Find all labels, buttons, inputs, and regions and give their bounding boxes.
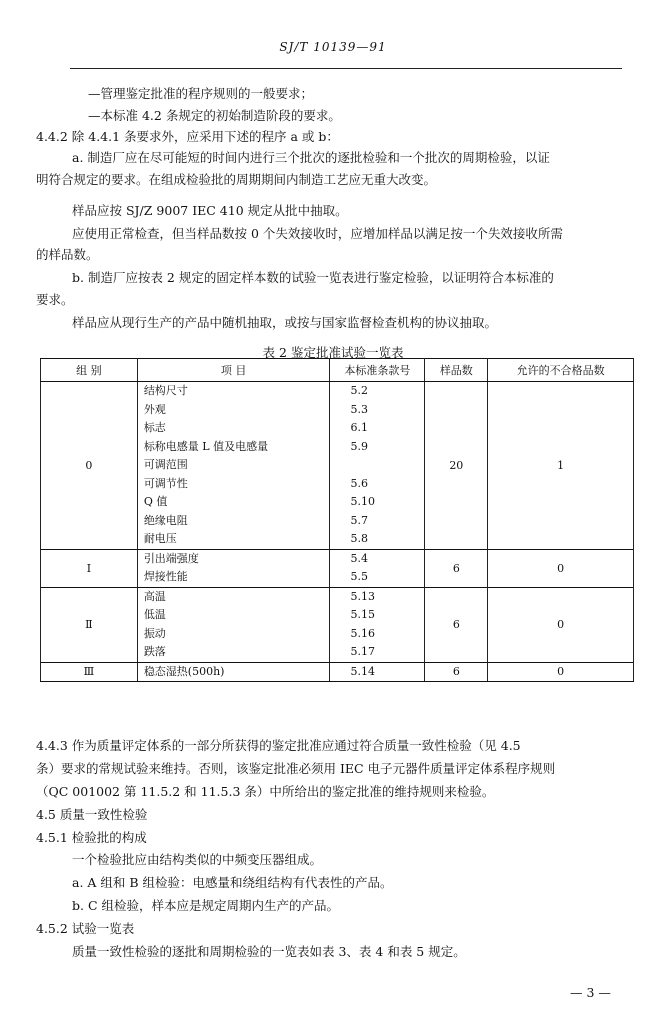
table-header-row [41, 359, 634, 382]
col-header-allowed: 允许的不合格品数 [488, 359, 634, 382]
item-cell: 耐电压 [137, 530, 330, 549]
clause-cell: 5.15 [330, 606, 425, 625]
item-cell: 可调节性 [137, 475, 330, 494]
qualification-test-table [40, 358, 634, 682]
header-rule [70, 68, 622, 69]
para-line: —本标准 4.2 条规定的初始制造阶段的要求。 [88, 108, 341, 123]
table-row [41, 549, 634, 568]
item-cell: 稳态湿热(500h) [137, 662, 330, 682]
para-line: （QC 001002 第 11.5.2 和 11.5.3 条）中所给出的鉴定批准的维持规则来检验。 [36, 784, 495, 799]
item-cell: 振动 [137, 625, 330, 644]
clause-cell [330, 456, 425, 475]
samples-cell: 6 [425, 587, 488, 662]
clause-cell: 5.10 [330, 493, 425, 512]
para-line: a. A 组和 B 组检验：电感量和绕组结构有代表性的产品。 [72, 875, 393, 890]
clause-cell: 5.7 [330, 512, 425, 531]
allowed-cell: 0 [488, 662, 634, 682]
table-row [41, 587, 634, 606]
item-cell: 标称电感量 L 值及电感量 [137, 438, 330, 457]
para-line: 明符合规定的要求。在组成检验批的周期期间内制造工艺应无重大改变。 [36, 172, 437, 187]
para-line: 质量一致性检验的逐批和周期检验的一览表如表 3、表 4 和表 5 规定。 [72, 944, 466, 959]
group-cell: Ⅱ [41, 587, 138, 662]
clause-cell: 5.8 [330, 530, 425, 549]
para-line: b. C 组检验，样本应是规定周期内生产的产品。 [72, 898, 339, 913]
clause-cell: 5.6 [330, 475, 425, 494]
table-caption: 表 2 鉴定批准试验一览表 [262, 345, 404, 360]
clause-cell: 5.17 [330, 643, 425, 662]
group-cell: Ⅰ [41, 549, 138, 587]
clause-cell: 5.16 [330, 625, 425, 644]
item-cell: 可调范围 [137, 456, 330, 475]
item-cell: 绝缘电阻 [137, 512, 330, 531]
table-row [41, 382, 634, 401]
section-heading-4-5-1: 4.5.1 检验批的构成 [36, 830, 147, 845]
para-line: 样品应按 SJ/Z 9007 IEC 410 规定从批中抽取。 [72, 203, 348, 218]
para-line: 应使用正常检查，但当样品数按 0 个失效接收时，应增加样品以满足按一个失效接收所需 [72, 226, 563, 241]
item-cell: 高温 [137, 587, 330, 606]
allowed-cell: 1 [488, 382, 634, 550]
item-cell: 低温 [137, 606, 330, 625]
para-line: 一个检验批应由结构类似的中频变压器组成。 [72, 852, 323, 867]
section-heading-4-5-2: 4.5.2 试验一览表 [36, 921, 135, 936]
clause-cell: 5.4 [330, 549, 425, 568]
clause-4-4-3: 4.4.3 作为质量评定体系的一部分所获得的鉴定批准应通过符合质量一致性检验（见 4.5 [36, 738, 521, 753]
para-line: b. 制造厂应按表 2 规定的固定样本数的试验一览表进行鉴定检验，以证明符合本标准的 [72, 270, 554, 285]
item-cell: 标志 [137, 419, 330, 438]
col-header-samples: 样品数 [425, 359, 488, 382]
clause-cell: 5.3 [330, 401, 425, 420]
samples-cell: 6 [425, 549, 488, 587]
samples-cell: 20 [425, 382, 488, 550]
clause-4-4-2: 4.4.2 除 4.4.1 条要求外，应采用下述的程序 a 或 b： [36, 129, 339, 144]
col-header-clause: 本标准条款号 [330, 359, 425, 382]
page-number: — 3 — [570, 985, 611, 1000]
col-header-item: 项 目 [137, 359, 330, 382]
item-cell: 结构尺寸 [137, 382, 330, 401]
group-cell: 0 [41, 382, 138, 550]
para-line: 要求。 [36, 292, 74, 307]
item-cell: 跌落 [137, 643, 330, 662]
standard-code: SJ/T 10139—91 [279, 40, 387, 54]
group-cell: Ⅲ [41, 662, 138, 682]
item-cell: Q 值 [137, 493, 330, 512]
para-line: —管理鉴定批准的程序规则的一般要求； [88, 86, 314, 101]
clause-cell: 5.2 [330, 382, 425, 401]
clause-cell: 5.9 [330, 438, 425, 457]
item-cell: 引出端强度 [137, 549, 330, 568]
para-line: 样品应从现行生产的产品中随机抽取，或按与国家监督检查机构的协议抽取。 [72, 315, 498, 330]
clause-cell: 6.1 [330, 419, 425, 438]
item-cell: 焊接性能 [137, 568, 330, 587]
clause-cell: 5.5 [330, 568, 425, 587]
samples-cell: 6 [425, 662, 488, 682]
clause-cell: 5.14 [330, 662, 425, 682]
para-line: 条）要求的常规试验来维持。否则，该鉴定批准必须用 IEC 电子元器件质量评定体系程序规则 [36, 761, 556, 776]
table-row [41, 662, 634, 682]
allowed-cell: 0 [488, 587, 634, 662]
para-line: a. 制造厂应在尽可能短的时间内进行三个批次的逐批检验和一个批次的周期检验，以证 [72, 150, 550, 165]
clause-cell: 5.13 [330, 587, 425, 606]
allowed-cell: 0 [488, 549, 634, 587]
para-line: 的样品数。 [36, 247, 99, 262]
section-heading-4-5: 4.5 质量一致性检验 [36, 807, 148, 822]
col-header-group: 组 别 [41, 359, 138, 382]
item-cell: 外观 [137, 401, 330, 420]
